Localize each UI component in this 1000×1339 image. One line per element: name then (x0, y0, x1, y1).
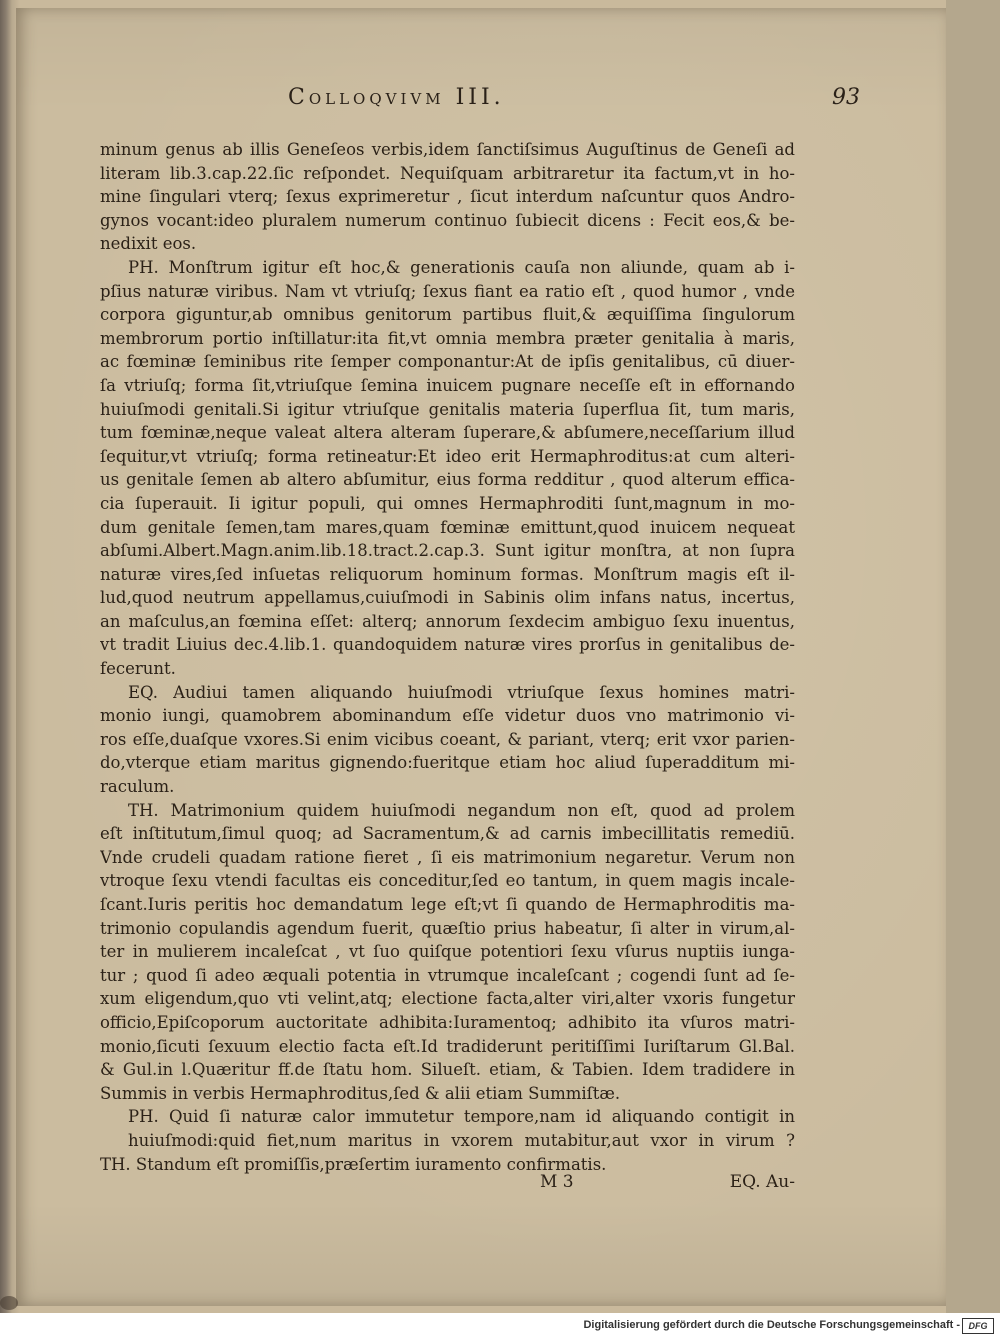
text-line: Vnde crudeli quadam ratione fieret , ſi eis matrimonium negaretur. Verum non (100, 847, 795, 867)
signature-mark: M 3 (540, 1172, 574, 1192)
text-line: an maſculus,an fœmina eſſet: alterq; annorum ſexdecim ambiguo ſexu inuentus, (100, 611, 795, 631)
text-line: corpora giguntur,ab omnibus genitorum partibus fluit,& æquiſſima ſingulorum (100, 305, 795, 325)
text-line: dum genitale ſemen,tam mares,quam fœminæ emittunt,quod inuicem nequeat (100, 517, 795, 537)
text-line: huiuſmodi:quid fiet,num maritus in vxorem mutabitur,aut vxor in virum ? (128, 1130, 795, 1150)
funding-credit: Digitalisierung gefördert durch die Deutsche Forschungsgemeinschaft - (583, 1319, 960, 1331)
text-line: abſumi.Albert.Magn.anim.lib.18.tract.2.cap.3. Sunt igitur monſtra, at non ſupra (100, 541, 795, 561)
text-line: Summis in verbis Hermaphroditus,ſed & alii etiam Summiſtæ. (100, 1083, 621, 1103)
text-line: membrorum portio inſtillatur:ita fit,vt omnia membra præter genitalia à maris, (100, 328, 795, 348)
text-line: fecerunt. (100, 659, 176, 679)
text-line: mine ſingulari vterq; ſexus exprimeretur , ſicut interdum naſcuntur quos Andro- (100, 187, 795, 207)
text-line: trimonio copulandis agendum fuerit, quæſtio prius habeatur, ſi alter in virum,al- (100, 918, 795, 938)
text-line: huiuſmodi genitali.Si igitur vtriuſque genitalis materia ſuperflua ſit, tum maris, (100, 399, 795, 419)
body-text (100, 138, 795, 1176)
text-line: naturæ vires,ſed inſuetas reliquorum hominum formas. Monſtrum magis eſt il- (100, 564, 795, 584)
text-line: ſa vtriuſq; forma ſit,vtriuſque ſemina inuicem pugnare neceſſe eſt in effornando (100, 375, 795, 395)
text-line: ſcant.Iuris peritis hoc demandatum lege eſt;vt ſi quando de Hermaphroditis ma- (100, 895, 795, 914)
text-line: xum eligendum,quo vti velint,atq; electione facta,alter viri,alter vxoris fungetur (100, 989, 795, 1009)
credit-bar (0, 1313, 1000, 1339)
scan-stain (0, 1296, 18, 1310)
text-line: minum genus ab illis Geneſeos verbis,idem ſanctiſsimus Auguſtinus de Geneſi ad (100, 140, 795, 159)
text-line: ros eſſe,duaſque vxores.Si enim vicibus coeant, & pariant, vterq; erit vxor parien- (100, 729, 795, 749)
text-line: monio iungi, quamobrem abominandum eſſe videtur duos vno matrimonio vi- (100, 706, 795, 726)
text-line: TH. Matrimonium quidem huiuſmodi negandum non eſt, quod ad prolem (128, 800, 795, 820)
text-line: tur ; quod ſi adeo æquali potentia in vtrumque incaleſcant ; cogendi ſunt ad ſe- (100, 965, 795, 985)
catchword: EQ. Au- (729, 1172, 795, 1192)
text-line: ſequitur,vt vtriuſq; forma retineatur:Et ideo erit Hermaphroditus:at cum alteri- (100, 446, 795, 466)
text-line: vt tradit Liuius dec.4.lib.1. quandoquidem naturæ vires prorſus in genitalibus de- (100, 635, 795, 655)
text-line: & Gul.in l.Quæritur ff.de ſtatu hom. Silueſt. etiam, & Tabien. Idem tradidere in (100, 1060, 795, 1080)
text-line: lud,quod neutrum appellamus,cuiuſmodi in Sabinis olim infans natus, incertus, (100, 588, 795, 608)
text-line: gynos vocant:ideo pluralem numerum continuo ſubiecit dicens : Fecit eos,& be- (100, 210, 795, 230)
text-line: do,vterque etiam maritus gignendo:fueritque etiam hoc aliud ſuperadditum mi- (100, 753, 795, 773)
text-line: ter in mulierem incaleſcat , vt ſuo quiſque potentiori ſexu vſurus nuptiis iunga- (100, 942, 795, 962)
text-line: raculum. (100, 777, 175, 797)
text-line: officio,Epiſcoporum auctoritate adhibita:Iuramentoq; adhibito ita vſuros matri- (100, 1012, 795, 1032)
text-line: literam lib.3.cap.22.ſic reſpondet. Nequiſquam arbitraretur ita factum,vt in ho- (100, 163, 795, 183)
text-line: cia ſuperauit. Ii igitur populi, qui omnes Hermaphroditi ſunt,magnum in mo- (100, 493, 795, 513)
page-header (280, 85, 880, 125)
text-line: pſius naturæ viribus. Nam vt vtriuſq; ſexus fiant ea ratio eſt , quod humor , vnde (100, 281, 795, 301)
text-line: vtroque ſexu vtendi facultas eis conceditur,ſed eo tantum, in quem magis incale- (100, 871, 795, 891)
text-line: PH. Quid ſi naturæ calor immutetur tempore,nam id aliquando contigit in (128, 1107, 795, 1127)
text-line: EQ. Audiui tamen aliquando huiuſmodi vtriuſque ſexus homines matri- (128, 682, 795, 702)
running-head: Colloqvivm III. (288, 85, 505, 110)
text-line: eſt inſtitutum,ſimul quoq; ad Sacramentum,& ad carnis imbecillitatis remediū. (100, 824, 795, 844)
text-line: ac fœminæ ſeminibus rite ſemper componantur:At de ipſis genitalibus, cū diuer- (100, 352, 795, 372)
scan-margin (946, 0, 1000, 1313)
text-line: PH. Monſtrum igitur eſt hoc,& generationis cauſa non aliunde, quam ab i- (128, 257, 795, 277)
text-line: TH. Standum eſt promiſſis,præſertim iuramento confirmatis. (100, 1154, 607, 1174)
text-line: nedixit eos. (100, 234, 197, 254)
text-line: tum fœminæ,neque valeat altera alteram ſuperare,& abſumere,neceſſarium illud (100, 423, 795, 443)
text-line: us genitale ſemen ab altero abſumitur, eius forma redditur , quod alterum effica- (100, 470, 795, 490)
page-number: 93 (832, 85, 860, 110)
page-footer (100, 1172, 795, 1198)
dfg-logo: DFG (962, 1318, 994, 1334)
text-line: monio,ſicuti ſexuum electio facta eſt.Id tradiderunt peritiſſimi Iuriſtarum Gl.Bal. (100, 1036, 795, 1056)
